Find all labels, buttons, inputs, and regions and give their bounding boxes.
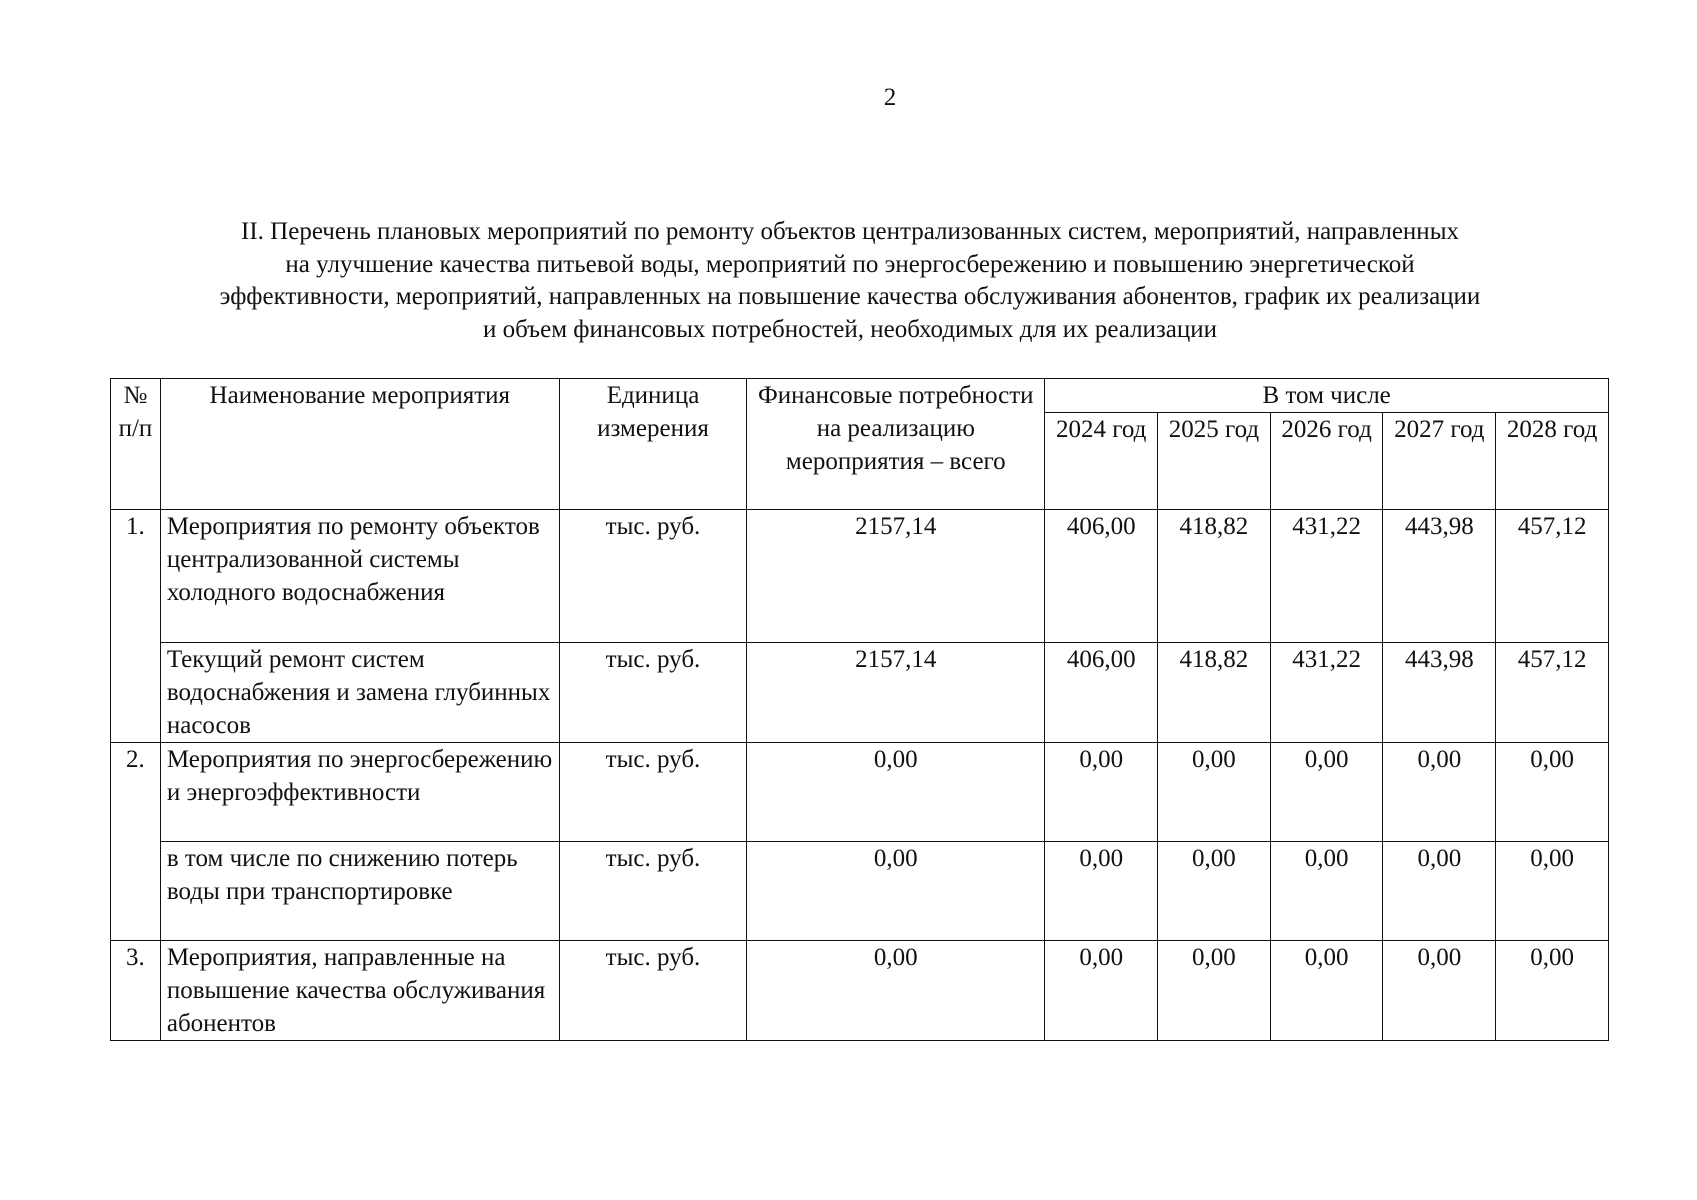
row-unit: тыс. руб. (559, 510, 747, 643)
row-total: 2157,14 (747, 510, 1045, 643)
heading-line: и объем финансовых потребностей, необходимых для их реализации (482, 315, 1218, 343)
row-name: Текущий ремонт систем водоснабжения и замена глубинных насосов (160, 643, 559, 743)
row-year-value: 0,00 (1045, 743, 1158, 842)
row-year-value: 0,00 (1496, 842, 1609, 941)
row-number: 3. (111, 941, 161, 1041)
row-year-value: 406,00 (1045, 643, 1158, 743)
row-name: Мероприятия по ремонту объектов централизованной системы холодного водоснабжения (160, 510, 559, 643)
row-year-value: 431,22 (1270, 510, 1383, 643)
row-year-value: 431,22 (1270, 643, 1383, 743)
page-number: 2 (883, 84, 897, 111)
row-year-value: 457,12 (1496, 510, 1609, 643)
row-year-value: 0,00 (1383, 941, 1496, 1041)
row-year-value: 0,00 (1158, 941, 1271, 1041)
header-finance: Финансовые потребности на реализацию мероприятия – всего (747, 379, 1045, 510)
row-year-value: 0,00 (1383, 842, 1496, 941)
table-header-row (111, 379, 1609, 413)
row-year-value: 0,00 (1270, 842, 1383, 941)
row-year-value: 0,00 (1496, 743, 1609, 842)
row-total: 0,00 (747, 842, 1045, 941)
heading-line: на улучшение качества питьевой воды, мероприятий по энергосбережению и повышению энергетической (285, 250, 1415, 278)
header-year: 2027 год (1383, 413, 1496, 510)
row-unit: тыс. руб. (559, 941, 747, 1041)
row-unit: тыс. руб. (559, 842, 747, 941)
header-year: 2028 год (1496, 413, 1609, 510)
row-year-value: 406,00 (1045, 510, 1158, 643)
row-year-value: 418,82 (1158, 643, 1271, 743)
heading-line: II. Перечень плановых мероприятий по ремонту объектов централизованных систем, мероприятий, направленных (241, 218, 1459, 245)
row-number: 2. (111, 743, 161, 941)
row-name: в том числе по снижению потерь воды при транспортировке (160, 842, 559, 941)
row-year-value: 457,12 (1496, 643, 1609, 743)
measures-table (110, 378, 1609, 1041)
row-year-value: 0,00 (1158, 842, 1271, 941)
row-year-value: 0,00 (1270, 743, 1383, 842)
row-year-value: 0,00 (1045, 941, 1158, 1041)
table-row (111, 941, 1609, 1041)
table-row (111, 743, 1609, 842)
row-name: Мероприятия, направленные на повышение качества обслуживания абонентов (160, 941, 559, 1041)
row-year-value: 443,98 (1383, 643, 1496, 743)
row-year-value: 0,00 (1158, 743, 1271, 842)
row-year-value: 0,00 (1045, 842, 1158, 941)
row-year-value: 443,98 (1383, 510, 1496, 643)
row-total: 0,00 (747, 941, 1045, 1041)
row-year-value: 0,00 (1496, 941, 1609, 1041)
heading-line: эффективности, мероприятий, направленных на повышение качества обслуживания абонентов, график их реализации (219, 283, 1481, 310)
header-unit: Единица измерения (559, 379, 747, 510)
table-row (111, 643, 1609, 743)
row-number: 1. (111, 510, 161, 743)
row-unit: тыс. руб. (559, 643, 747, 743)
header-year: 2024 год (1045, 413, 1158, 510)
table-row (111, 842, 1609, 941)
row-year-value: 418,82 (1158, 510, 1271, 643)
header-num: № п/п (111, 379, 161, 510)
row-unit: тыс. руб. (559, 743, 747, 842)
row-year-value: 0,00 (1383, 743, 1496, 842)
document-heading (120, 216, 1580, 346)
header-year: 2025 год (1158, 413, 1271, 510)
row-total: 2157,14 (747, 643, 1045, 743)
row-total: 0,00 (747, 743, 1045, 842)
row-name: Мероприятия по энергосбережению и энергоэффективности (160, 743, 559, 842)
table-row (111, 510, 1609, 643)
header-name: Наименование мероприятия (160, 379, 559, 510)
header-year: 2026 год (1270, 413, 1383, 510)
row-year-value: 0,00 (1270, 941, 1383, 1041)
header-including: В том числе (1045, 379, 1609, 413)
